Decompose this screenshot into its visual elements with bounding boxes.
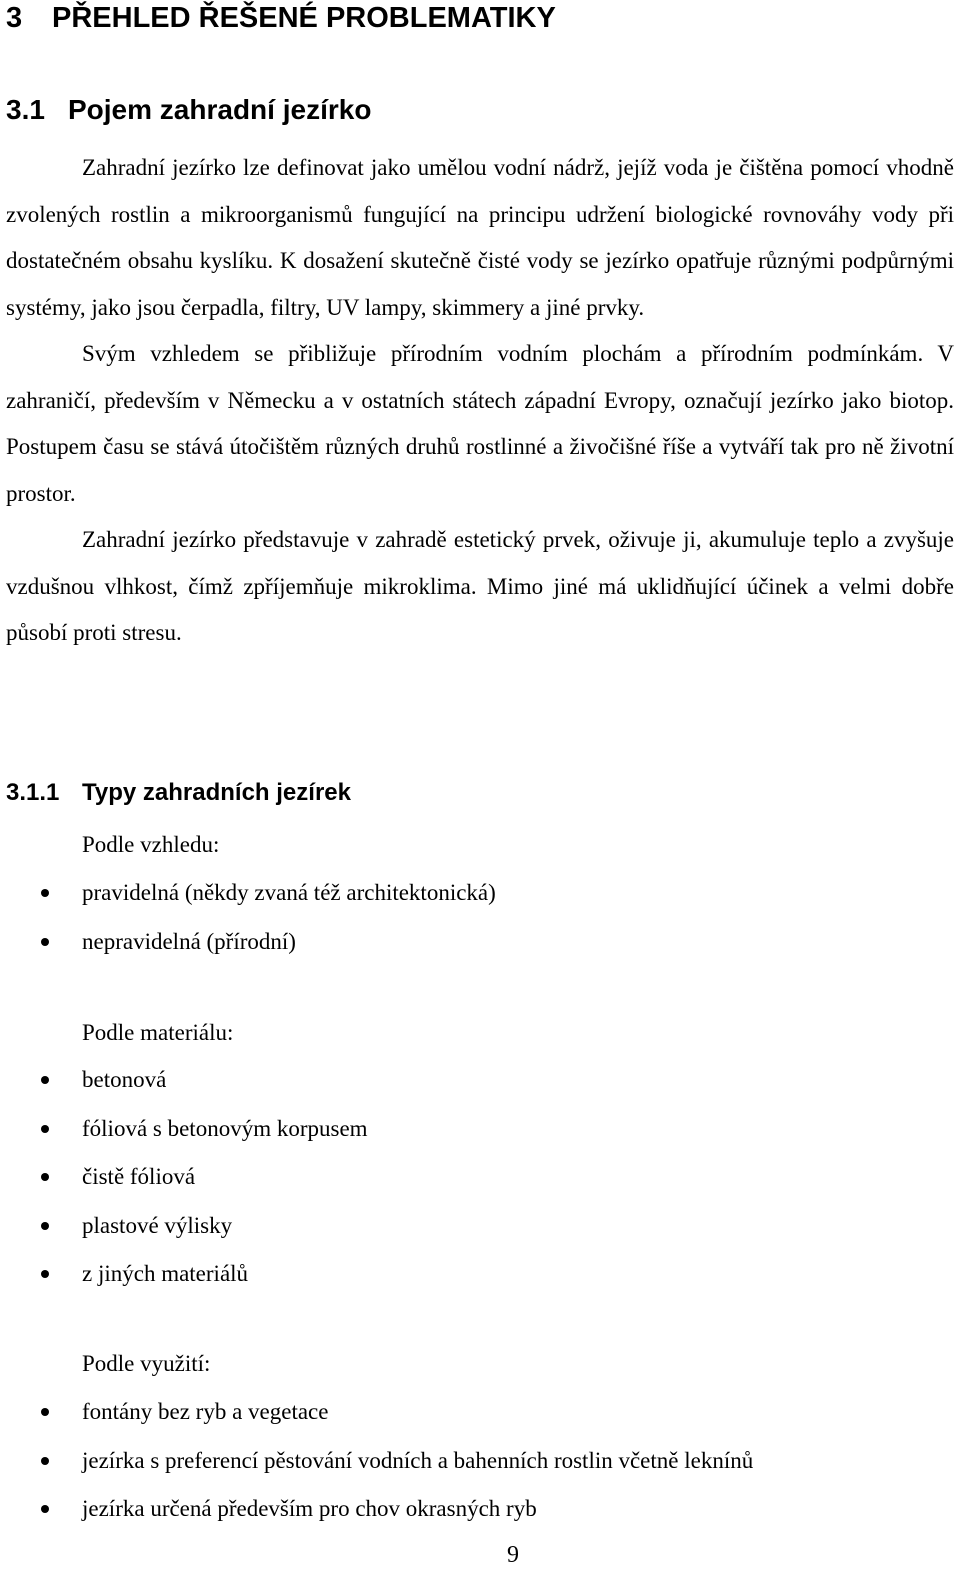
- bullet-list: [0, 1395, 753, 1541]
- bullet-icon: [41, 1173, 49, 1181]
- list-item-text: jezírka s preferencí pěstování vodních a bahenních rostlin včetně leknínů: [82, 1447, 754, 1473]
- list-item-text: nepravidelná (přírodní): [82, 928, 296, 954]
- bullet-icon: [41, 1076, 49, 1084]
- bullet-icon: [41, 1505, 49, 1513]
- bullet-icon: [41, 1457, 49, 1465]
- list-item: [0, 1395, 753, 1444]
- list-item: [0, 1257, 368, 1306]
- bullet-icon: [41, 1408, 49, 1416]
- list-item-text: čistě fóliová: [82, 1164, 196, 1189]
- section-body: [6, 145, 954, 657]
- chapter-heading: [6, 0, 556, 36]
- list-item: [0, 1492, 753, 1541]
- paragraph: Zahradní jezírko lze definovat jako umělou vodní nádrž, jejíž voda je čištěna pomocí vhodně zvolených rostlin a mikroorganismů fungující na principu udržení biologické rovnováhy vody při dostatečném obsahu kyslíku. K dosažení skutečně čisté vody se jezírko opatřuje různými podpůrnými systémy, jako jsou čerpadla, filtry, UV lampy, skimmery a jiné prvky.: [6, 155, 954, 320]
- paragraph: Zahradní jezírko představuje v zahradě estetický prvek, oživuje ji, akumuluje teplo a zvyšuje vzdušnou vlhkost, čímž zpříjemňuje mikroklima. Mimo jiné má uklidňující účinek a velmi dobře působí proti stresu.: [6, 527, 954, 645]
- bullet-icon: [41, 1270, 49, 1278]
- chapter-number: 3: [6, 2, 23, 34]
- list-item: [0, 925, 496, 974]
- list-item-text: fóliová s betonovým korpusem: [82, 1115, 368, 1141]
- bullet-icon: [41, 889, 49, 897]
- list-item: [0, 1160, 368, 1209]
- list-item-text: plastové výlisky: [82, 1212, 233, 1238]
- bullet-list: [0, 1063, 368, 1306]
- list-item: [0, 1063, 368, 1112]
- list-item-text: fontány bez ryb a vegetace: [82, 1399, 329, 1424]
- list-item-text: betonová: [82, 1067, 167, 1092]
- list-item: [0, 1112, 368, 1161]
- group-label: Podle materiálu:: [82, 1020, 234, 1045]
- list-item-text: jezírka určená především pro chov okrasných ryb: [82, 1496, 537, 1521]
- subsection-title: Typy zahradních jezírek: [82, 779, 351, 806]
- bullet-icon: [41, 1222, 49, 1230]
- bullet-icon: [41, 938, 49, 946]
- list-item-text: pravidelná (někdy zvaná též architektonická): [82, 880, 496, 905]
- chapter-title: PŘEHLED ŘEŠENÉ PROBLEMATIKY: [52, 2, 556, 34]
- subsection-heading: [6, 776, 351, 810]
- page-number: 9: [507, 1542, 519, 1568]
- bullet-icon: [41, 1125, 49, 1133]
- section-number: 3.1: [6, 94, 45, 125]
- section-title: Pojem zahradní jezírko: [68, 94, 372, 125]
- paragraph: Svým vzhledem se přibližuje přírodním vodním plochám a přírodním podmínkám. V zahraničí, především v Německu a v ostatních státech západní Evropy, označují jezírko jako biotop. Postupem času se stává útočištěm různých druhů rostlinné a živočišné říše a vytváří tak pro ně životní prostor.: [6, 341, 954, 506]
- group-label: Podle využití:: [82, 1351, 211, 1376]
- list-item: [0, 1209, 368, 1258]
- list-item: [0, 876, 496, 925]
- group-label: Podle vzhledu:: [82, 832, 220, 857]
- subsection-number: 3.1.1: [6, 779, 60, 806]
- list-item: [0, 1444, 753, 1493]
- bullet-list: [0, 876, 496, 973]
- list-item-text: z jiných materiálů: [82, 1261, 249, 1286]
- section-heading: [6, 92, 371, 128]
